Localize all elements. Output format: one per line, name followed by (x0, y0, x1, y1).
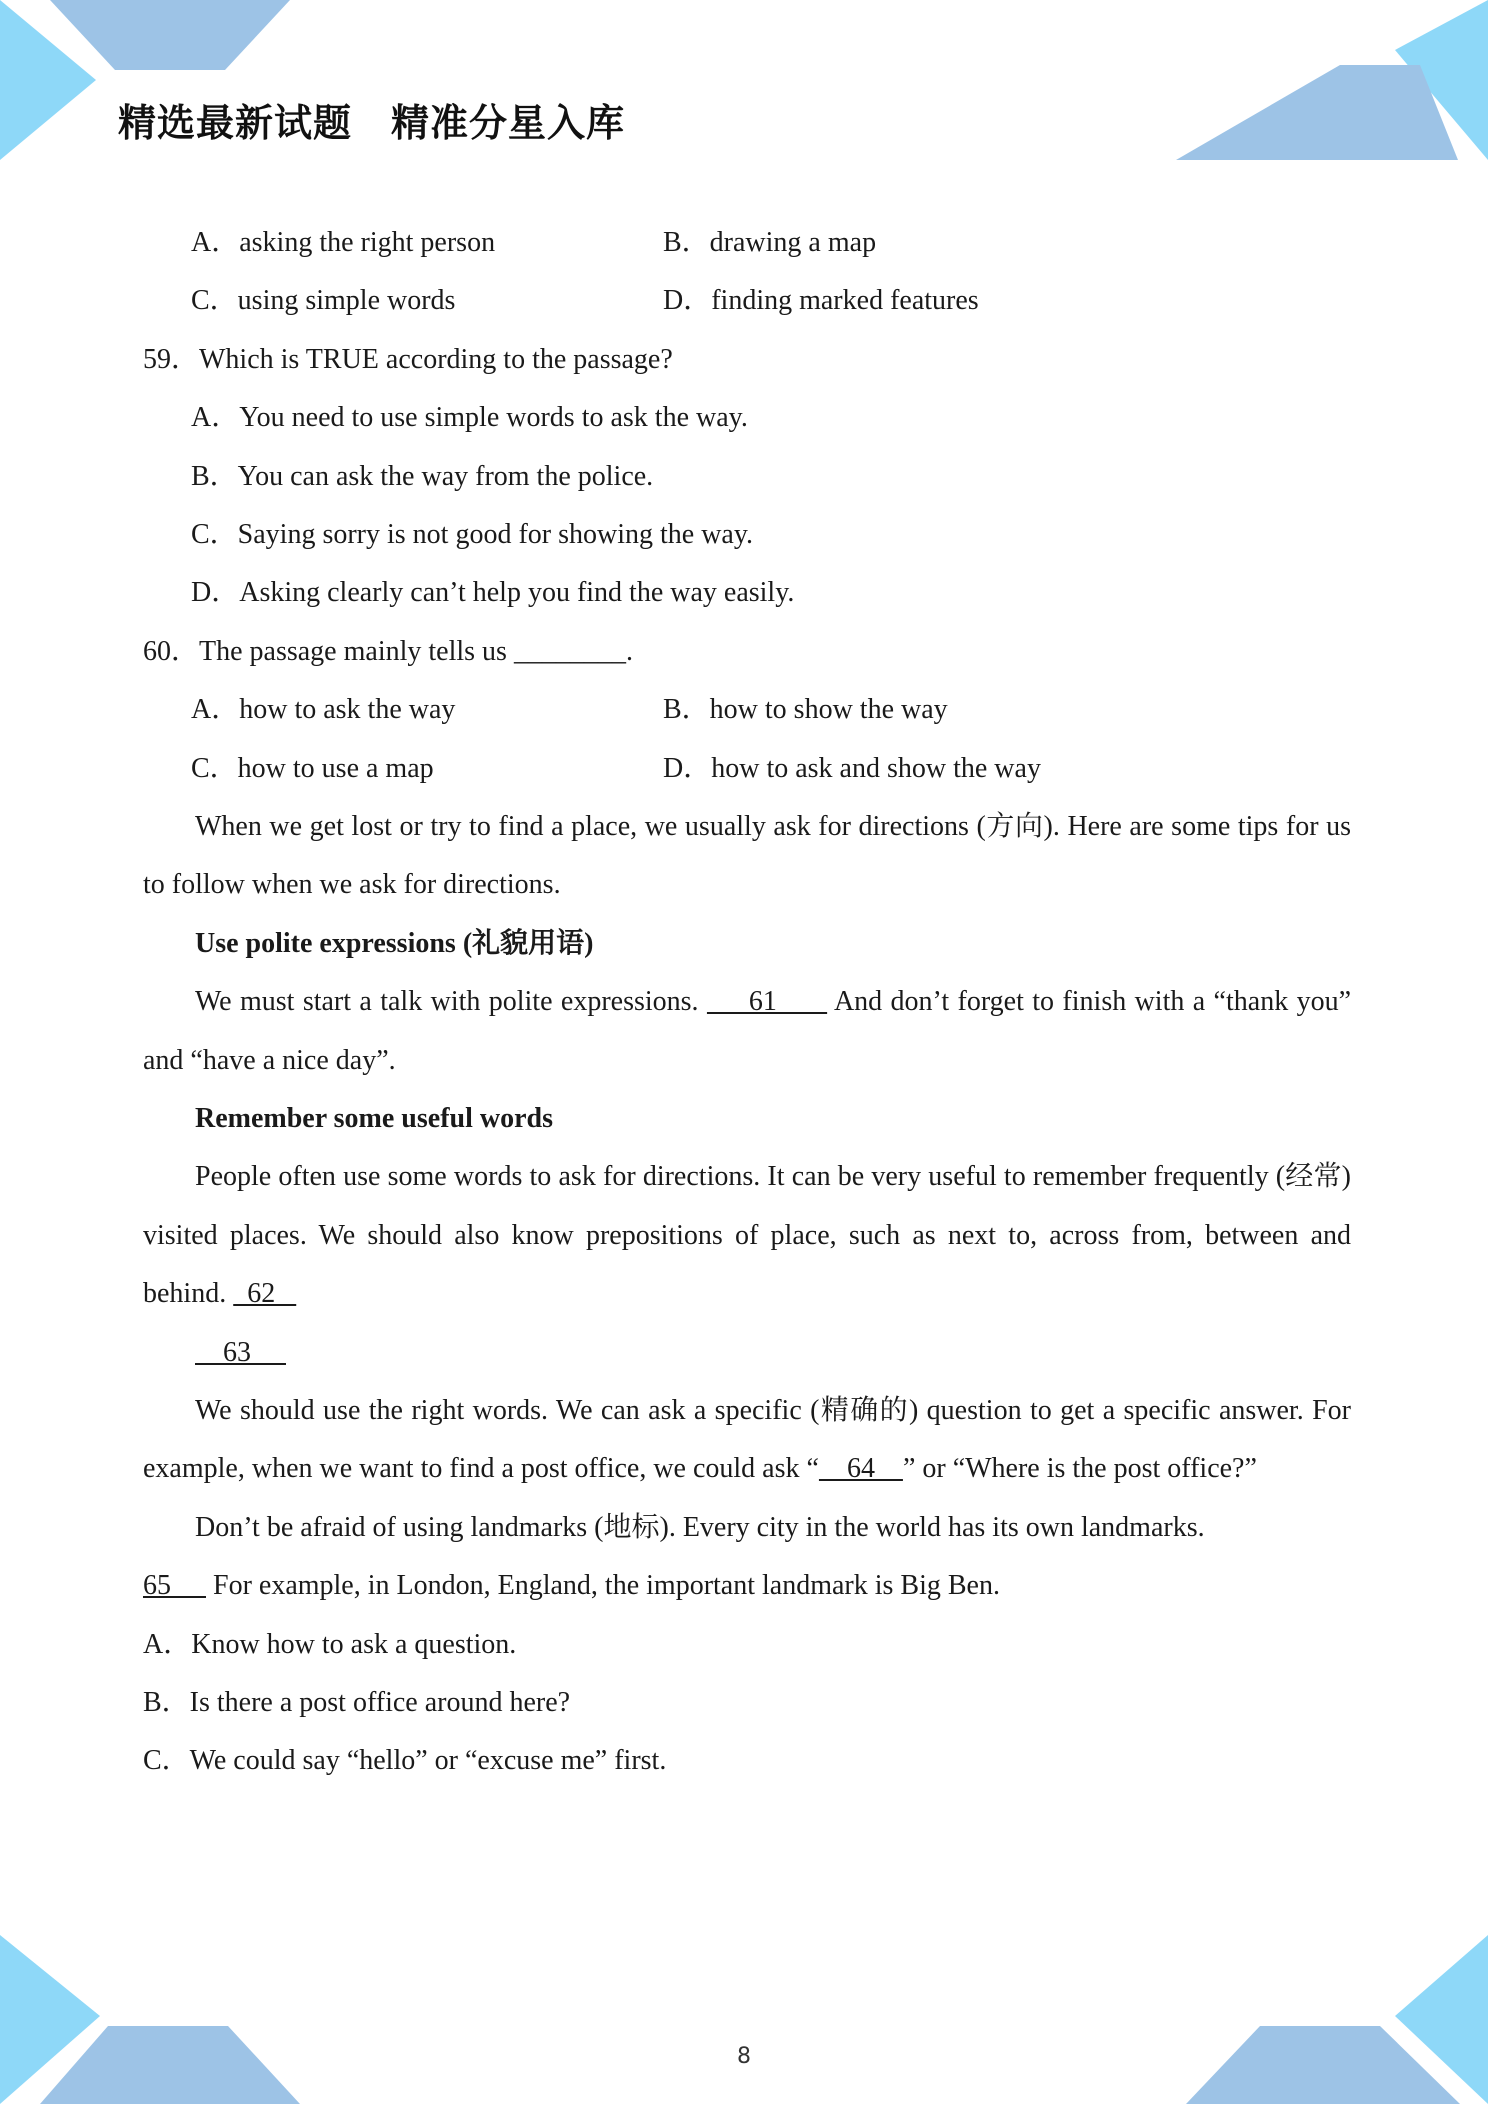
q58-option-c: C．using simple words (191, 285, 456, 317)
blank-64: 64 (818, 1453, 903, 1485)
paragraph-4-end: For example, in London, England, the important landmark is Big Ben. (206, 1570, 1000, 1602)
q60-options-row-1 (143, 681, 1351, 739)
passage-paragraph-3 (143, 1382, 1351, 1499)
paragraph-1-end: And don’t forget to finish with a “thank you” and “have a nice day”. (143, 986, 1352, 1076)
q60-option-a: A．how to ask the way (191, 694, 456, 726)
q58-option-b: B．drawing a map (663, 227, 877, 258)
blank-62: 62 (233, 1278, 297, 1310)
paragraph-1-text: We must start a talk with polite expressions. (195, 986, 707, 1018)
top-left-trapezoid (50, 0, 290, 70)
q60-stem-end: . (625, 635, 633, 667)
q59-option-a: A．You need to use simple words to ask the way. (191, 402, 748, 434)
top-right-trapezoid (1176, 65, 1458, 160)
passage-heading-polite: Use polite expressions (礼貌用语) (195, 927, 594, 959)
page-number: 8 (737, 2044, 751, 2069)
q60-option-c: C．how to use a map (191, 752, 434, 784)
q59-option-c: C．Saying sorry is not good for showing the way. (191, 518, 754, 550)
q60-blank: ________ (513, 635, 626, 667)
q60-options-row-2 (143, 740, 1351, 798)
choice-b: B．Is there a post office around here? (143, 1686, 571, 1718)
passage-heading-words: Remember some useful words (195, 1102, 553, 1134)
blank-65-line (143, 1557, 1351, 1615)
q60-stem-text: 60．The passage mainly tells us (143, 635, 514, 667)
blank-63: 63 (195, 1336, 286, 1368)
q59-option-b: B．You can ask the way from the police. (191, 460, 654, 492)
blank-61: 61 (706, 986, 828, 1018)
document-body (143, 214, 1351, 1791)
passage-paragraph-2 (143, 1148, 1351, 1323)
header-title: 精选最新试题 精准分星入库 (118, 101, 626, 145)
choice-c: C．We could say “hello” or “excuse me” first. (143, 1745, 667, 1777)
paragraph-3-text: We should use the right words. We can ask a specific (精确的) question to get a specific answer. For example, when we want to find a post office, we could ask “ (143, 1394, 1351, 1485)
q58-options-row-1 (143, 214, 1351, 272)
passage-intro: When we get lost or try to find a place, we usually ask for directions (方向). Here are some tips for us to follow when we ask for directions. (143, 810, 1351, 901)
choice-a: A．Know how to ask a question. (143, 1628, 517, 1660)
q58-options-row-2 (143, 272, 1351, 330)
q58-option-a: A．asking the right person (191, 227, 496, 258)
passage-paragraph-4 (143, 1499, 1351, 1557)
paragraph-3-end: ” or “Where is the post office?” (902, 1453, 1257, 1485)
q59-option-d: D．Asking clearly can’t help you find the way easily. (191, 577, 795, 609)
paragraph-4-text: Don’t be afraid of using landmarks (地标). Every city in the world has its own landmarks. (195, 1511, 1205, 1543)
paragraph-2-text: People often use some words to ask for directions. It can be very useful to remember frequently (经常) visited places. We should also know prepositions of place, such as next to, across from, between and behind. (143, 1161, 1351, 1310)
blank-65: 65 (143, 1570, 206, 1602)
blank-63-line (143, 1324, 1351, 1382)
q60-option-b: B．how to show the way (663, 694, 948, 726)
q60-stem (143, 623, 1351, 681)
q59-stem: 59．Which is TRUE according to the passage? (143, 343, 673, 375)
passage-paragraph-1 (143, 973, 1351, 1090)
q60-option-d: D．how to ask and show the way (663, 752, 1041, 784)
q58-option-d: D．finding marked features (663, 285, 979, 317)
